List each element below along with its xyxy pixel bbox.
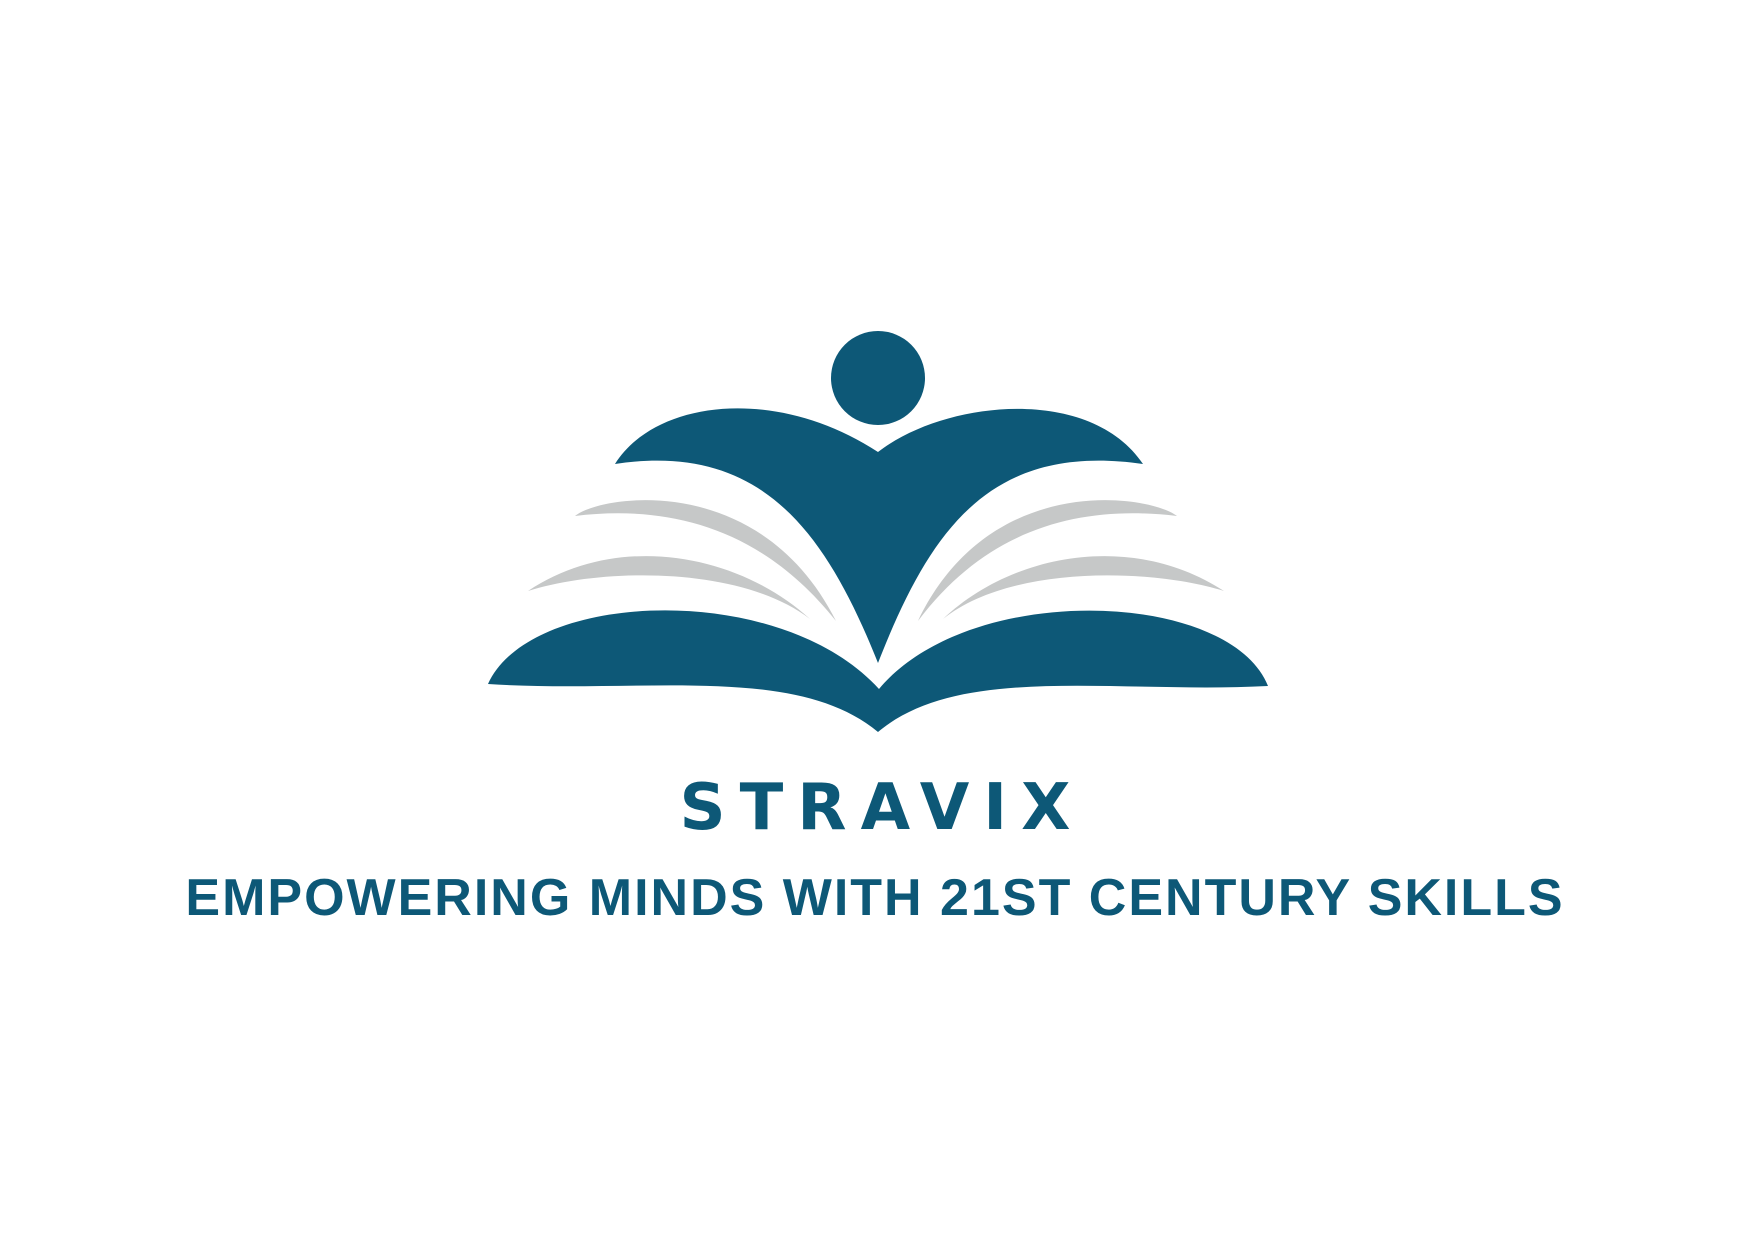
person-head-shape [831,331,925,425]
page-stroke-left-lower [528,556,810,619]
brand-name: STRAVIX [679,771,1085,845]
page-stroke-right-lower [943,556,1224,619]
tagline: EMPOWERING MINDS WITH 21ST CENTURY SKILLS [185,869,1565,927]
